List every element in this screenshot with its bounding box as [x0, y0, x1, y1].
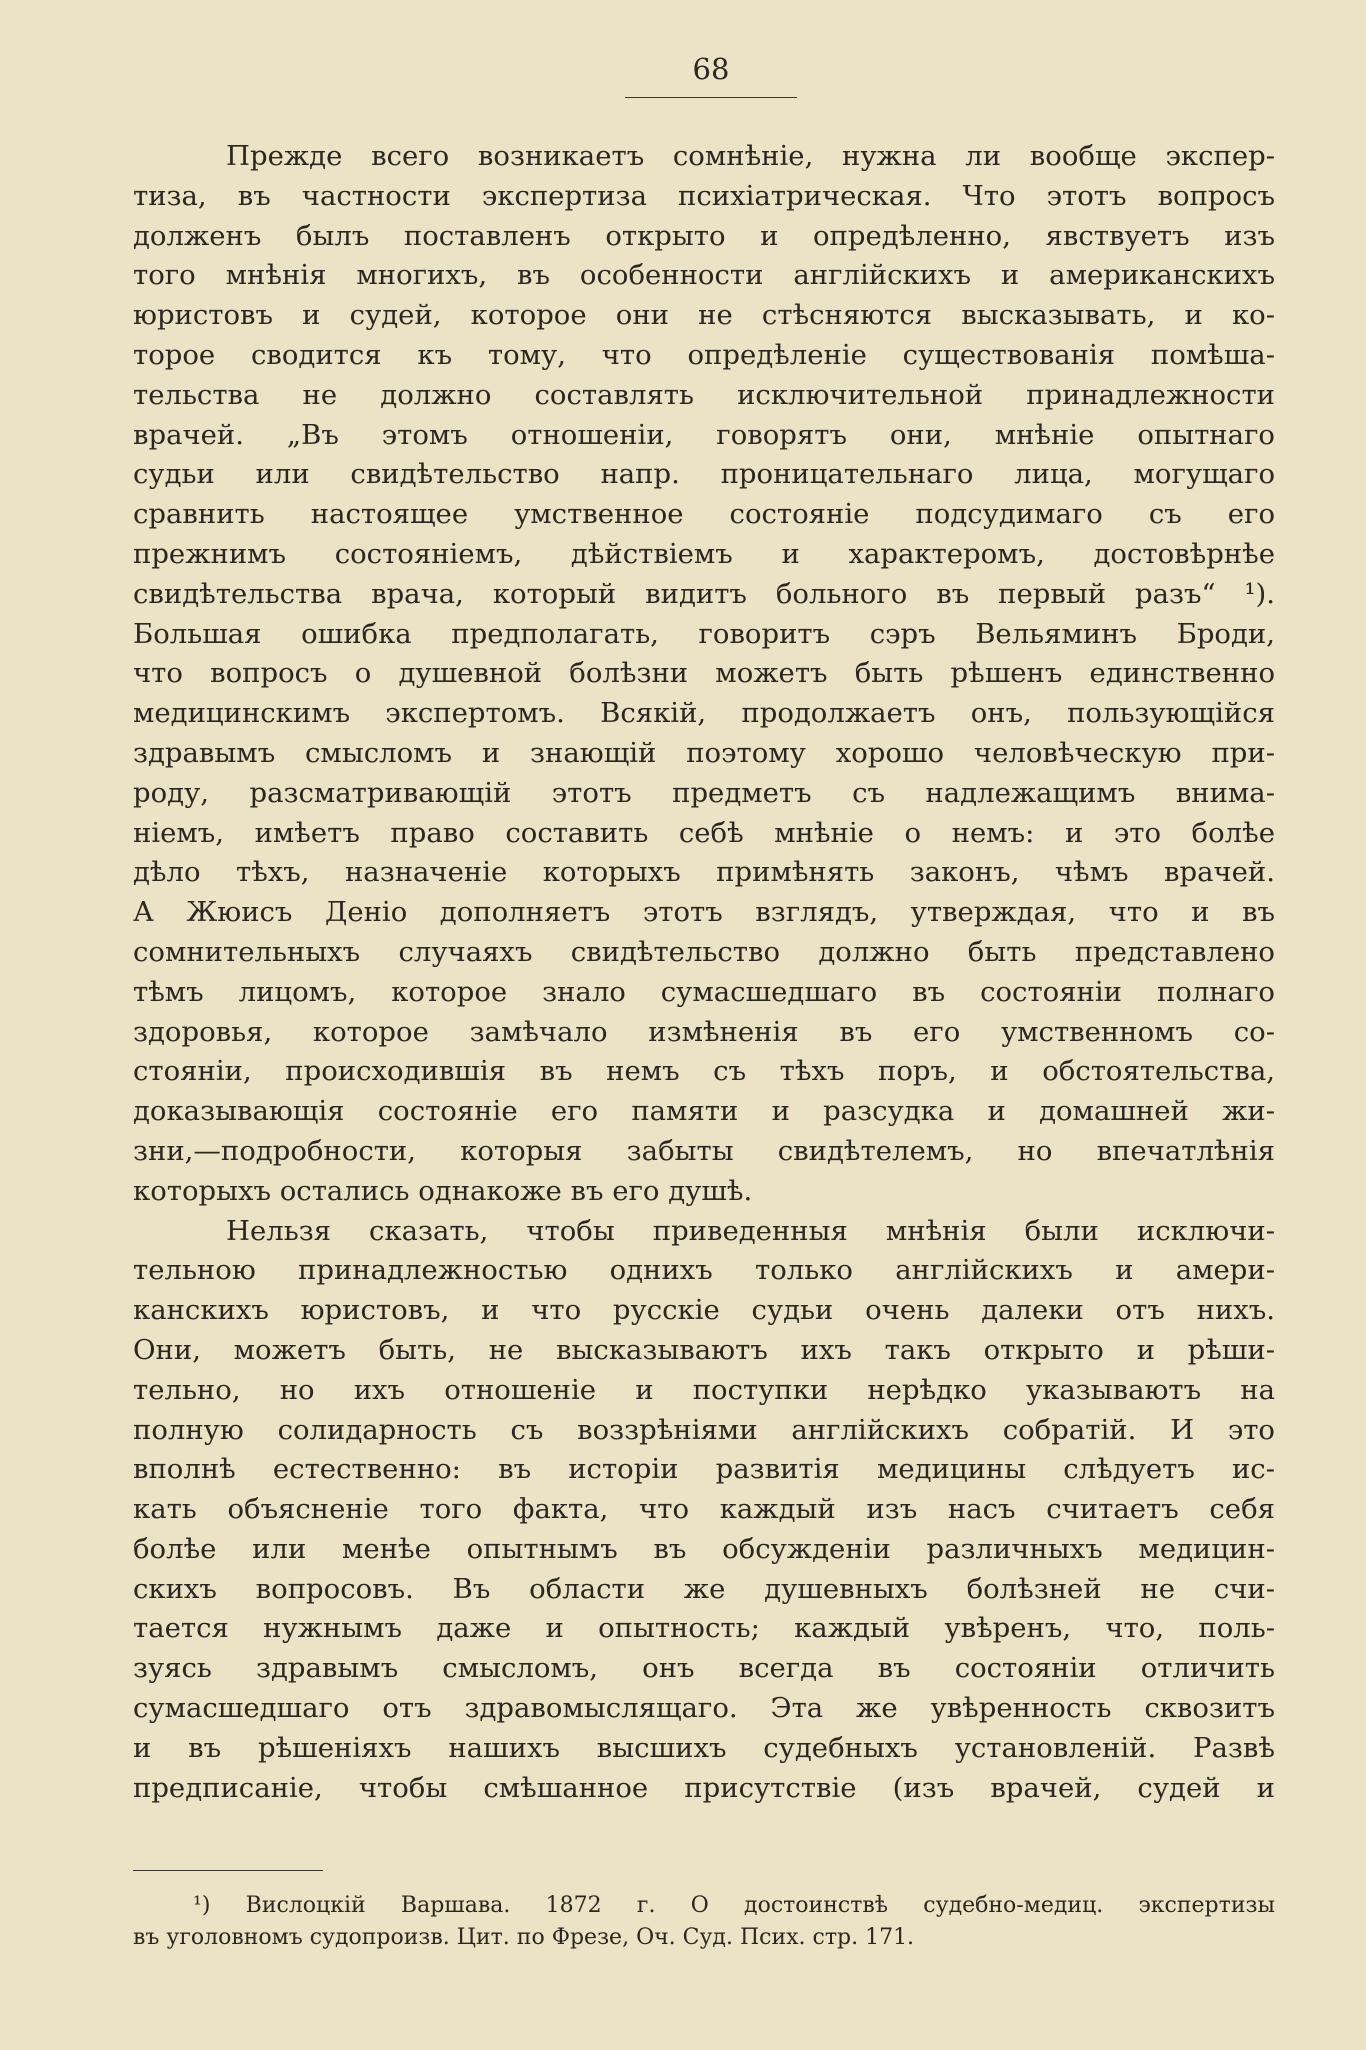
footnote-line: ¹) Вислоцкій Варшава. 1872 г. О достоинствѣ судебно-медиц. экспертизы: [193, 1893, 1275, 1918]
footnotes: [133, 1890, 1275, 1954]
text-line: тѣмъ лицомъ, которое знало сумасшедшаго въ состояніи полнаго: [133, 975, 1275, 1008]
text-line: судьи или свидѣтельство напр. проницательнаго лица, могущаго: [133, 458, 1275, 491]
text-line: того мнѣнія многихъ, въ особенности англійскихъ и американскихъ: [133, 259, 1275, 292]
text-line: доказывающія состояніе его памяти и разсудка и домашней жи-: [133, 1095, 1275, 1128]
text-line: скихъ вопросовъ. Въ области же душевныхъ болѣзней не счи-: [133, 1572, 1275, 1605]
text-line: свидѣтельства врача, который видитъ больного въ первый разъ“ ¹).: [133, 577, 1275, 610]
text-line: врачей. „Въ этомъ отношеніи, говорятъ они, мнѣніе опытнаго: [133, 418, 1275, 451]
text-line: полную солидарность съ воззрѣніями англійскихъ собратій. И это: [133, 1413, 1275, 1446]
text-line: стояніи, происходившія въ немъ съ тѣхъ поръ, и обстоятельства,: [133, 1055, 1275, 1088]
text-line: кать объясненіе того факта, что каждый изъ насъ считаетъ себя: [133, 1493, 1275, 1526]
text-line: роду, разсматривающій этотъ предметъ съ надлежащимъ внима-: [133, 776, 1275, 809]
text-line: предписаніе, чтобы смѣшанное присутствіе (изъ врачей, судей и: [133, 1771, 1275, 1804]
footnote-rule: [133, 1870, 323, 1871]
text-line: Они, можетъ быть, не высказываютъ ихъ такъ открыто и рѣши-: [133, 1333, 1275, 1366]
text-line: ніемъ, имѣетъ право составить себѣ мнѣніе о немъ: и это болѣе: [133, 816, 1275, 849]
text-line: дѣло тѣхъ, назначеніе которыхъ примѣнять законъ, чѣмъ врачей.: [133, 856, 1275, 889]
text-line: которыхъ остались однакоже въ его душѣ.: [133, 1174, 753, 1207]
footnote-line: въ уголовномъ судопроизв. Цит. по Фрезе, Оч. Суд. Псих. стр. 171.: [133, 1925, 915, 1950]
text-line: прежнимъ состояніемъ, дѣйствіемъ и характеромъ, достовѣрнѣе: [133, 537, 1275, 570]
text-line: здравымъ смысломъ и знающій поэтому хорошо человѣческую при-: [133, 736, 1275, 769]
text-line: зни,—подробности, которыя забыты свидѣтелемъ, но впечатлѣнія: [133, 1134, 1275, 1167]
text-line: зуясь здравымъ смысломъ, онъ всегда въ состояніи отличить: [133, 1652, 1275, 1685]
text-line: долженъ былъ поставленъ открыто и опредѣленно, явствуетъ изъ: [133, 219, 1275, 252]
text-line: тельною принадлежностью однихъ только англійскихъ и амери-: [133, 1254, 1275, 1287]
text-line: и въ рѣшеніяхъ нашихъ высшихъ судебныхъ установленій. Развѣ: [133, 1731, 1275, 1764]
text-line: Большая ошибка предполагать, говоритъ сэръ Вельяминъ Броди,: [133, 617, 1275, 650]
body-text: [133, 137, 1275, 1808]
text-line: сумасшедшаго отъ здравомыслящаго. Эта же увѣренность сквозитъ: [133, 1692, 1275, 1725]
text-line: медицинскимъ экспертомъ. Всякій, продолжаетъ онъ, пользующійся: [133, 697, 1275, 730]
text-line: вполнѣ естественно: въ исторіи развитія медицины слѣдуетъ ис-: [133, 1453, 1275, 1486]
text-line: тельства не должно составлять исключительной принадлежности: [133, 378, 1275, 411]
text-line: тельно, но ихъ отношеніе и поступки нерѣдко указываютъ на: [133, 1373, 1275, 1406]
text-line: юристовъ и судей, которое они не стѣсняются высказывать, и ко-: [133, 299, 1275, 332]
page-number-rule: [625, 97, 797, 98]
text-line: канскихъ юристовъ, и что русскіе судьи очень далеки отъ нихъ.: [133, 1294, 1275, 1327]
text-line: А Жюисъ Деніо дополняетъ этотъ взглядъ, утверждая, что и въ: [133, 896, 1275, 929]
text-line: сомнительныхъ случаяхъ свидѣтельство должно быть представлено: [133, 935, 1275, 968]
text-line: Нельзя сказать, чтобы приведенныя мнѣнія были исключи-: [226, 1214, 1275, 1247]
text-line: торое сводится къ тому, что опредѣленіе существованія помѣша-: [133, 338, 1275, 371]
text-line: болѣе или менѣе опытнымъ въ обсужденіи различныхъ медицин-: [133, 1532, 1275, 1565]
text-line: тиза, въ частности экспертиза психіатрическая. Что этотъ вопросъ: [133, 179, 1275, 212]
text-line: что вопросъ о душевной болѣзни можетъ быть рѣшенъ единственно: [133, 657, 1275, 690]
text-line: сравнить настоящее умственное состояніе подсудимаго съ его: [133, 498, 1275, 531]
text-line: здоровья, которое замѣчало измѣненія въ его умственномъ со-: [133, 1015, 1275, 1048]
page-number: 68: [692, 52, 730, 86]
text-line: тается нужнымъ даже и опытность; каждый увѣренъ, что, поль-: [133, 1612, 1275, 1645]
text-line: Прежде всего возникаетъ сомнѣніе, нужна ли вообще экспер-: [226, 140, 1275, 172]
